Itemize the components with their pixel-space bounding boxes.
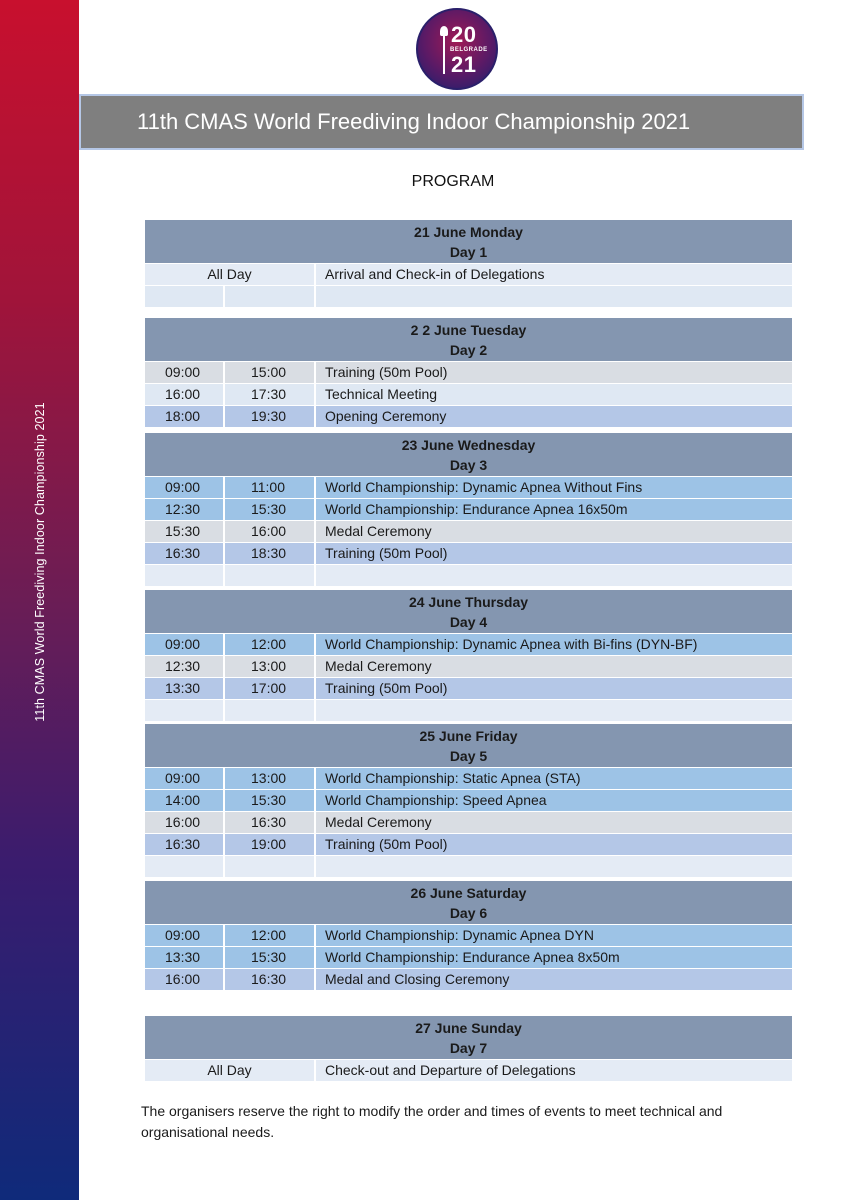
day-date: 2 2 June Tuesday (410, 322, 527, 338)
day-block-5 (145, 722, 792, 877)
end-time: 15:30 (225, 947, 316, 968)
day-block-3 (145, 431, 792, 586)
torch-icon (440, 26, 448, 74)
start-time: 13:30 (145, 678, 225, 699)
start-time: 15:30 (145, 521, 225, 542)
start-time: 09:00 (145, 768, 225, 789)
schedule-row (145, 767, 792, 789)
day-date: 25 June Friday (419, 728, 518, 744)
event-cell: World Championship: Endurance Apnea 16x50m (325, 501, 628, 517)
start-time: 16:00 (145, 384, 225, 405)
schedule-row (145, 361, 792, 383)
event-cell: World Championship: Speed Apnea (325, 792, 547, 808)
day-date: 24 June Thursday (408, 594, 529, 610)
schedule-row (145, 263, 792, 285)
end-time: 13:00 (225, 656, 316, 677)
event-cell: Training (50m Pool) (325, 545, 448, 561)
end-time: 12:00 (225, 634, 316, 655)
start-time: 09:00 (145, 925, 225, 946)
event-cell: Medal Ceremony (325, 658, 432, 674)
end-time: 15:30 (225, 499, 316, 520)
day-header (145, 588, 792, 633)
event-cell: World Championship: Endurance Apnea 8x50m (325, 949, 620, 965)
end-time: 11:00 (225, 477, 316, 498)
start-time: 16:30 (145, 834, 225, 855)
logo-year-top: 20 (451, 22, 477, 47)
start-time: 12:30 (145, 499, 225, 520)
day-header (145, 1014, 792, 1059)
day-header (145, 431, 792, 476)
schedule-row (145, 383, 792, 405)
day-number: Day 3 (449, 457, 488, 473)
day-number: Day 4 (449, 614, 488, 630)
day-block-2 (145, 316, 792, 427)
start-time: 14:00 (145, 790, 225, 811)
day-date: 26 June Saturday (410, 885, 527, 901)
end-time: 16:30 (225, 812, 316, 833)
program-heading: PROGRAM (411, 173, 495, 190)
schedule-row (145, 520, 792, 542)
schedule-row (145, 924, 792, 946)
schedule-row (145, 1059, 792, 1081)
day-block-4 (145, 588, 792, 721)
event-cell: Training (50m Pool) (325, 836, 448, 852)
day-date: 27 June Sunday (415, 1020, 522, 1036)
time-cell: All Day (145, 264, 316, 285)
day-header (145, 722, 792, 767)
event-cell: Training (50m Pool) (325, 680, 448, 696)
event-cell: Medal Ceremony (325, 814, 432, 830)
event-cell: World Championship: Dynamic Apnea DYN (325, 927, 594, 943)
end-time: 12:00 (225, 925, 316, 946)
schedule-row (145, 498, 792, 520)
end-time: 19:30 (225, 406, 316, 427)
event-cell: Training (50m Pool) (325, 364, 448, 380)
end-time: 13:00 (225, 768, 316, 789)
start-time: 16:00 (145, 812, 225, 833)
start-time: 13:30 (145, 947, 225, 968)
spacer-row (145, 285, 792, 307)
sidebar-title: 11th CMAS World Freediving Indoor Championship 2021 (33, 402, 47, 722)
day-block-6 (145, 879, 792, 990)
end-time: 19:00 (225, 834, 316, 855)
disclaimer-note: The organisers reserve the right to modify the order and times of events to meet technical and organisational needs. (141, 1103, 723, 1140)
event-cell: Check-out and Departure of Delegations (325, 1062, 576, 1078)
spacer-row (145, 855, 792, 877)
day-number: Day 5 (449, 748, 488, 764)
event-cell: Arrival and Check-in of Delegations (325, 266, 545, 282)
schedule-row (145, 968, 792, 990)
end-time: 16:00 (225, 521, 316, 542)
event-cell: Opening Ceremony (325, 408, 447, 424)
event-cell: World Championship: Static Apnea (STA) (325, 770, 581, 786)
schedule-row (145, 677, 792, 699)
day-date: 21 June Monday (414, 224, 523, 240)
schedule-row (145, 633, 792, 655)
schedule-row (145, 405, 792, 427)
event-cell: World Championship: Dynamic Apnea with Bi-fins (DYN-BF) (325, 636, 698, 652)
day-number: Day 2 (449, 342, 488, 358)
schedule-row (145, 833, 792, 855)
page-title: 11th CMAS World Freediving Indoor Championship 2021 (79, 94, 804, 150)
event-cell: Technical Meeting (325, 386, 438, 402)
end-time: 17:00 (225, 678, 316, 699)
event-cell: Medal and Closing Ceremony (325, 971, 510, 987)
day-header (145, 879, 792, 924)
end-time: 18:30 (225, 543, 316, 564)
championship-logo (416, 8, 498, 90)
event-cell: World Championship: Dynamic Apnea Without Fins (325, 479, 643, 495)
day-block-7 (145, 1014, 792, 1081)
day-number: Day 7 (449, 1040, 488, 1056)
schedule-row (145, 476, 792, 498)
day-number: Day 1 (449, 244, 488, 260)
end-time: 17:30 (225, 384, 316, 405)
event-cell: Medal Ceremony (325, 523, 432, 539)
spacer-row (145, 564, 792, 586)
logo-city: BELGRADE (450, 47, 488, 53)
start-time: 09:00 (145, 634, 225, 655)
end-time: 15:00 (225, 362, 316, 383)
start-time: 16:30 (145, 543, 225, 564)
start-time: 16:00 (145, 969, 225, 990)
start-time: 09:00 (145, 362, 225, 383)
day-number: Day 6 (449, 905, 488, 921)
day-header (145, 218, 792, 263)
end-time: 16:30 (225, 969, 316, 990)
day-block-1 (145, 218, 792, 307)
start-time: 12:30 (145, 656, 225, 677)
day-header (145, 316, 792, 361)
schedule-row (145, 811, 792, 833)
time-cell: All Day (145, 1060, 316, 1081)
day-date: 23 June Wednesday (401, 437, 536, 453)
logo-year-bottom: 21 (451, 52, 477, 77)
start-time: 09:00 (145, 477, 225, 498)
schedule-row (145, 655, 792, 677)
end-time: 15:30 (225, 790, 316, 811)
schedule-row (145, 946, 792, 968)
spacer-row (145, 699, 792, 721)
schedule-row (145, 542, 792, 564)
start-time: 18:00 (145, 406, 225, 427)
schedule-row (145, 789, 792, 811)
